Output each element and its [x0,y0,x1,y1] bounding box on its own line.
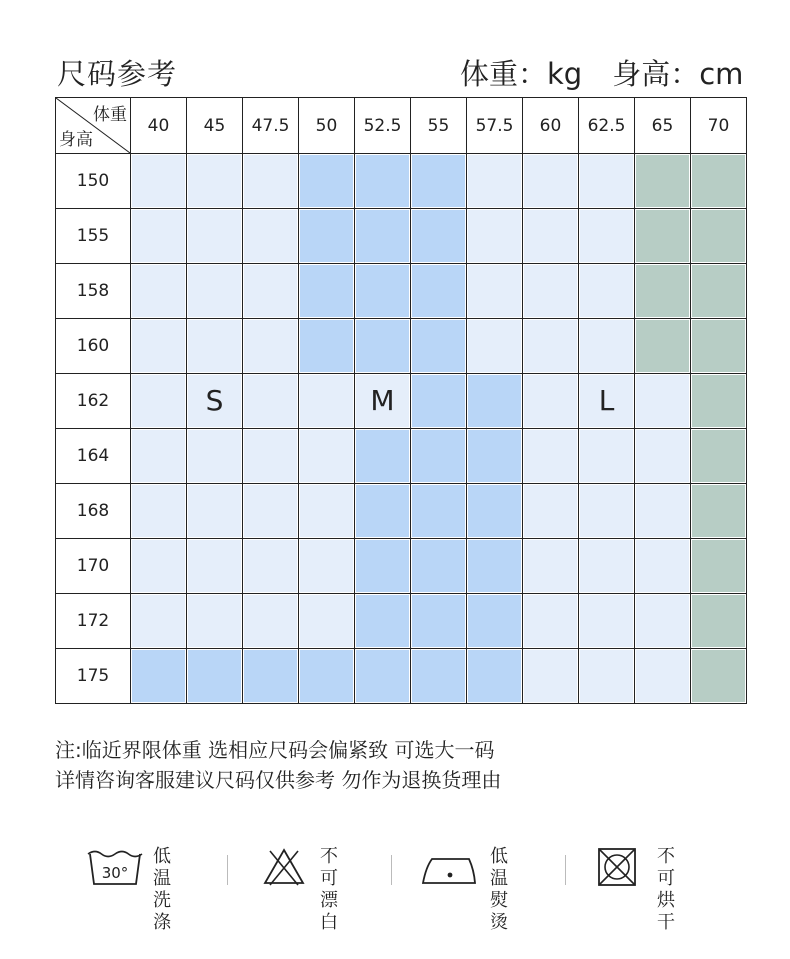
size-cell-fill [524,540,577,592]
size-cell-fill [692,375,745,427]
size-cell-fill [244,485,297,537]
size-cell [523,594,579,649]
size-cell [299,429,355,484]
weight-header: 57.5 [467,98,523,154]
size-cell-fill [524,320,577,372]
size-cell [467,374,523,429]
size-cell-fill [468,650,521,702]
units-legend [460,52,743,93]
size-cell-fill [412,265,465,317]
size-cell [411,649,467,704]
note-line-1: 注:临近界限体重 选相应尺码会偏紧致 可选大一码 [55,738,495,762]
size-table [55,97,747,704]
care-bleach-line1: 不可 [320,846,338,889]
size-row [56,374,747,429]
size-cell-fill [244,375,297,427]
size-cell [691,539,747,594]
size-cell-fill [636,375,689,427]
care-dry-line2: 烘干 [657,890,675,933]
size-cell-fill [300,375,353,427]
size-cell [579,594,635,649]
size-cell [523,539,579,594]
size-cell-fill [524,155,577,207]
size-cell [299,539,355,594]
size-cell-fill [300,485,353,537]
size-cell-fill [132,540,185,592]
height-label: 150 [56,154,131,209]
size-cell [635,429,691,484]
height-label: 160 [56,319,131,374]
size-cell-fill [132,485,185,537]
size-cell-fill [244,210,297,262]
size-row [56,484,747,539]
size-cell-fill [580,430,633,482]
size-row [56,209,747,264]
size-row [56,539,747,594]
size-cell [467,649,523,704]
size-cell-fill [300,210,353,262]
size-cell [187,484,243,539]
size-cell [355,209,411,264]
size-cell-fill [412,320,465,372]
size-cell-fill [412,210,465,262]
size-cell [467,154,523,209]
size-letter-label: S [205,384,224,417]
size-cell [187,264,243,319]
size-cell-fill [412,155,465,207]
size-cell [243,649,299,704]
height-label: 175 [56,649,131,704]
size-cell [691,484,747,539]
size-row [56,594,747,649]
size-cell [131,319,187,374]
size-cell [635,154,691,209]
height-label: 170 [56,539,131,594]
size-cell-fill [356,540,409,592]
size-cell [467,484,523,539]
care-iron-line2: 熨烫 [490,890,508,933]
weight-header: 50 [299,98,355,154]
size-cell-fill [580,210,633,262]
size-cell-fill [188,430,241,482]
size-cell-fill [524,650,577,702]
size-cell [243,594,299,649]
weight-header: 45 [187,98,243,154]
size-cell-fill [244,540,297,592]
weight-header: 60 [523,98,579,154]
size-cell-fill [244,595,297,647]
size-cell [187,154,243,209]
size-cell-fill [692,430,745,482]
size-cell-fill [412,375,465,427]
size-cell-fill [580,265,633,317]
size-cell [355,264,411,319]
size-cell-fill [244,650,297,702]
weight-header: 52.5 [355,98,411,154]
size-cell-fill [580,650,633,702]
size-cell-fill [468,595,521,647]
size-cell [467,209,523,264]
size-cell [131,649,187,704]
care-bleach-line2: 漂白 [320,890,338,933]
size-cell [355,484,411,539]
size-letter-label: M [370,384,395,417]
size-cell [691,264,747,319]
size-cell [299,484,355,539]
size-cell [355,319,411,374]
size-cell-fill [636,430,689,482]
size-cell-fill [468,155,521,207]
weight-header: 70 [691,98,747,154]
size-cell [187,374,243,429]
size-cell [187,319,243,374]
care-wash-line1: 低温 [153,846,171,889]
size-cell [299,209,355,264]
size-cell [187,594,243,649]
size-cell-fill [636,485,689,537]
size-cell [411,594,467,649]
size-cell-fill [636,155,689,207]
size-cell-fill [636,595,689,647]
size-cell [243,209,299,264]
size-cell [467,429,523,484]
care-instructions [85,840,725,933]
size-cell-fill [356,430,409,482]
size-cell [355,539,411,594]
size-cell-fill [188,320,241,372]
weight-unit: 体重：kg [460,57,583,91]
size-cell-fill [356,210,409,262]
size-cell-fill [692,650,745,702]
size-cell [355,649,411,704]
no-bleach-icon [262,845,306,889]
size-cell [523,484,579,539]
size-cell-fill [412,540,465,592]
size-cell-fill [356,155,409,207]
size-cell-fill [636,540,689,592]
corner-height-label: 身高 [59,130,93,150]
size-cell-fill [468,210,521,262]
size-cell [187,429,243,484]
size-cell-fill [132,320,185,372]
size-cell-fill [412,430,465,482]
size-cell-fill [132,265,185,317]
size-cell-fill [356,650,409,702]
size-cell-fill [132,595,185,647]
size-cell-fill [636,650,689,702]
size-cell [355,374,411,429]
size-cell [411,319,467,374]
size-cell [635,594,691,649]
height-label: 172 [56,594,131,649]
size-cell [187,649,243,704]
size-cell-fill [132,375,185,427]
weight-header: 55 [411,98,467,154]
size-notes [55,735,501,795]
size-cell [299,594,355,649]
size-cell [355,429,411,484]
height-label: 162 [56,374,131,429]
size-cell-fill [692,595,745,647]
size-cell [131,374,187,429]
size-cell [467,264,523,319]
size-cell [411,209,467,264]
size-cell [131,594,187,649]
size-cell [635,264,691,319]
care-divider [227,855,228,885]
size-cell [467,319,523,374]
size-cell [635,649,691,704]
size-cell [635,374,691,429]
size-cell [635,209,691,264]
size-cell [131,539,187,594]
size-cell [243,154,299,209]
size-cell-fill [244,430,297,482]
size-cell-fill [300,155,353,207]
size-cell-fill [524,595,577,647]
size-cell-fill [580,540,633,592]
size-cell [523,154,579,209]
size-cell-fill [356,485,409,537]
size-cell-fill [356,265,409,317]
size-cell-fill [188,265,241,317]
size-cell-fill [524,210,577,262]
size-cell-fill [244,155,297,207]
height-label: 168 [56,484,131,539]
size-row [56,264,747,319]
size-cell-fill [300,540,353,592]
weight-header-row [56,98,747,154]
size-cell [355,154,411,209]
size-cell [467,594,523,649]
size-cell-fill [188,155,241,207]
size-cell-fill [188,485,241,537]
size-cell-fill [132,155,185,207]
size-cell [411,484,467,539]
size-cell-fill [692,265,745,317]
size-cell [299,319,355,374]
size-cell-fill [468,320,521,372]
size-cell-fill [132,430,185,482]
size-cell [467,539,523,594]
size-cell-fill [412,595,465,647]
size-cell [411,374,467,429]
size-cell [523,264,579,319]
size-cell [411,429,467,484]
size-cell-fill [524,265,577,317]
size-cell-fill [188,210,241,262]
size-cell-fill [244,265,297,317]
size-cell-fill [636,320,689,372]
wash-30-icon [85,845,145,889]
size-cell [579,264,635,319]
size-cell [691,429,747,484]
size-row [56,649,747,704]
corner-header [56,98,131,154]
size-cell [691,319,747,374]
size-cell [579,209,635,264]
height-label: 158 [56,264,131,319]
size-cell [243,429,299,484]
weight-header: 62.5 [579,98,635,154]
size-cell [299,649,355,704]
size-cell [299,154,355,209]
size-cell-fill [468,265,521,317]
size-cell [579,374,635,429]
size-cell-fill [468,540,521,592]
size-cell [691,649,747,704]
size-cell [131,484,187,539]
size-cell-fill [692,210,745,262]
care-iron-line1: 低温 [490,846,508,889]
height-label: 155 [56,209,131,264]
care-divider [391,855,392,885]
size-cell [691,374,747,429]
no-tumble-dry-icon [595,845,639,889]
size-cell [523,649,579,704]
size-cell [523,429,579,484]
size-cell-fill [132,210,185,262]
size-cell-fill [524,485,577,537]
size-cell-fill [692,485,745,537]
size-cell [691,594,747,649]
size-cell-fill [300,430,353,482]
size-cell [131,264,187,319]
size-cell [523,319,579,374]
size-cell-fill [356,595,409,647]
size-cell-fill [692,540,745,592]
weight-header: 65 [635,98,691,154]
size-cell [131,154,187,209]
wash-temp-label: 30° [101,864,129,882]
size-cell [243,539,299,594]
size-cell [243,484,299,539]
size-cell-fill [188,595,241,647]
height-unit: 身高：cm [612,57,744,91]
corner-weight-label: 体重 [93,105,127,125]
size-cell [131,209,187,264]
size-cell [635,539,691,594]
size-cell-fill [692,155,745,207]
size-cell [635,319,691,374]
size-cell [579,539,635,594]
size-letter-label: L [598,384,615,417]
size-cell-fill [636,265,689,317]
size-cell [579,484,635,539]
size-cell-fill [300,595,353,647]
care-divider [565,855,566,885]
size-cell-fill [300,650,353,702]
size-cell [635,484,691,539]
size-cell-fill [580,485,633,537]
size-cell-fill [188,540,241,592]
size-cell-fill [300,265,353,317]
size-cell [411,539,467,594]
size-cell [355,594,411,649]
size-cell [411,264,467,319]
size-cell-fill [580,595,633,647]
size-cell [691,154,747,209]
size-cell [243,374,299,429]
size-cell [243,319,299,374]
size-cell-fill [636,210,689,262]
size-row [56,429,747,484]
size-cell-fill [524,375,577,427]
size-cell [691,209,747,264]
size-cell-fill [580,155,633,207]
size-cell [131,429,187,484]
size-row [56,319,747,374]
care-wash-line2: 洗涤 [153,890,171,933]
size-cell [523,374,579,429]
height-label: 164 [56,429,131,484]
size-cell-fill [468,485,521,537]
size-cell [579,319,635,374]
size-cell [299,374,355,429]
size-cell-fill [244,320,297,372]
size-cell [187,539,243,594]
size-chart-title: 尺码参考 [57,57,178,91]
size-cell [243,264,299,319]
size-cell-fill [300,320,353,372]
size-cell-fill [188,650,241,702]
weight-header: 47.5 [243,98,299,154]
care-dry-line1: 不可 [657,846,675,889]
size-row [56,154,747,209]
size-cell-fill [412,485,465,537]
size-cell [579,154,635,209]
size-cell [523,209,579,264]
size-cell [187,209,243,264]
size-cell [299,264,355,319]
iron-low-icon [420,845,480,889]
size-cell-fill [468,375,521,427]
weight-header: 40 [131,98,187,154]
size-cell [411,154,467,209]
size-cell-fill [412,650,465,702]
size-cell-fill [356,320,409,372]
size-cell [579,429,635,484]
size-cell [579,649,635,704]
size-cell-fill [524,430,577,482]
size-cell-fill [580,320,633,372]
size-cell-fill [468,430,521,482]
note-line-2: 详情咨询客服建议尺码仅供参考 勿作为退换货理由 [55,768,502,792]
size-cell-fill [692,320,745,372]
size-cell-fill [132,650,185,702]
